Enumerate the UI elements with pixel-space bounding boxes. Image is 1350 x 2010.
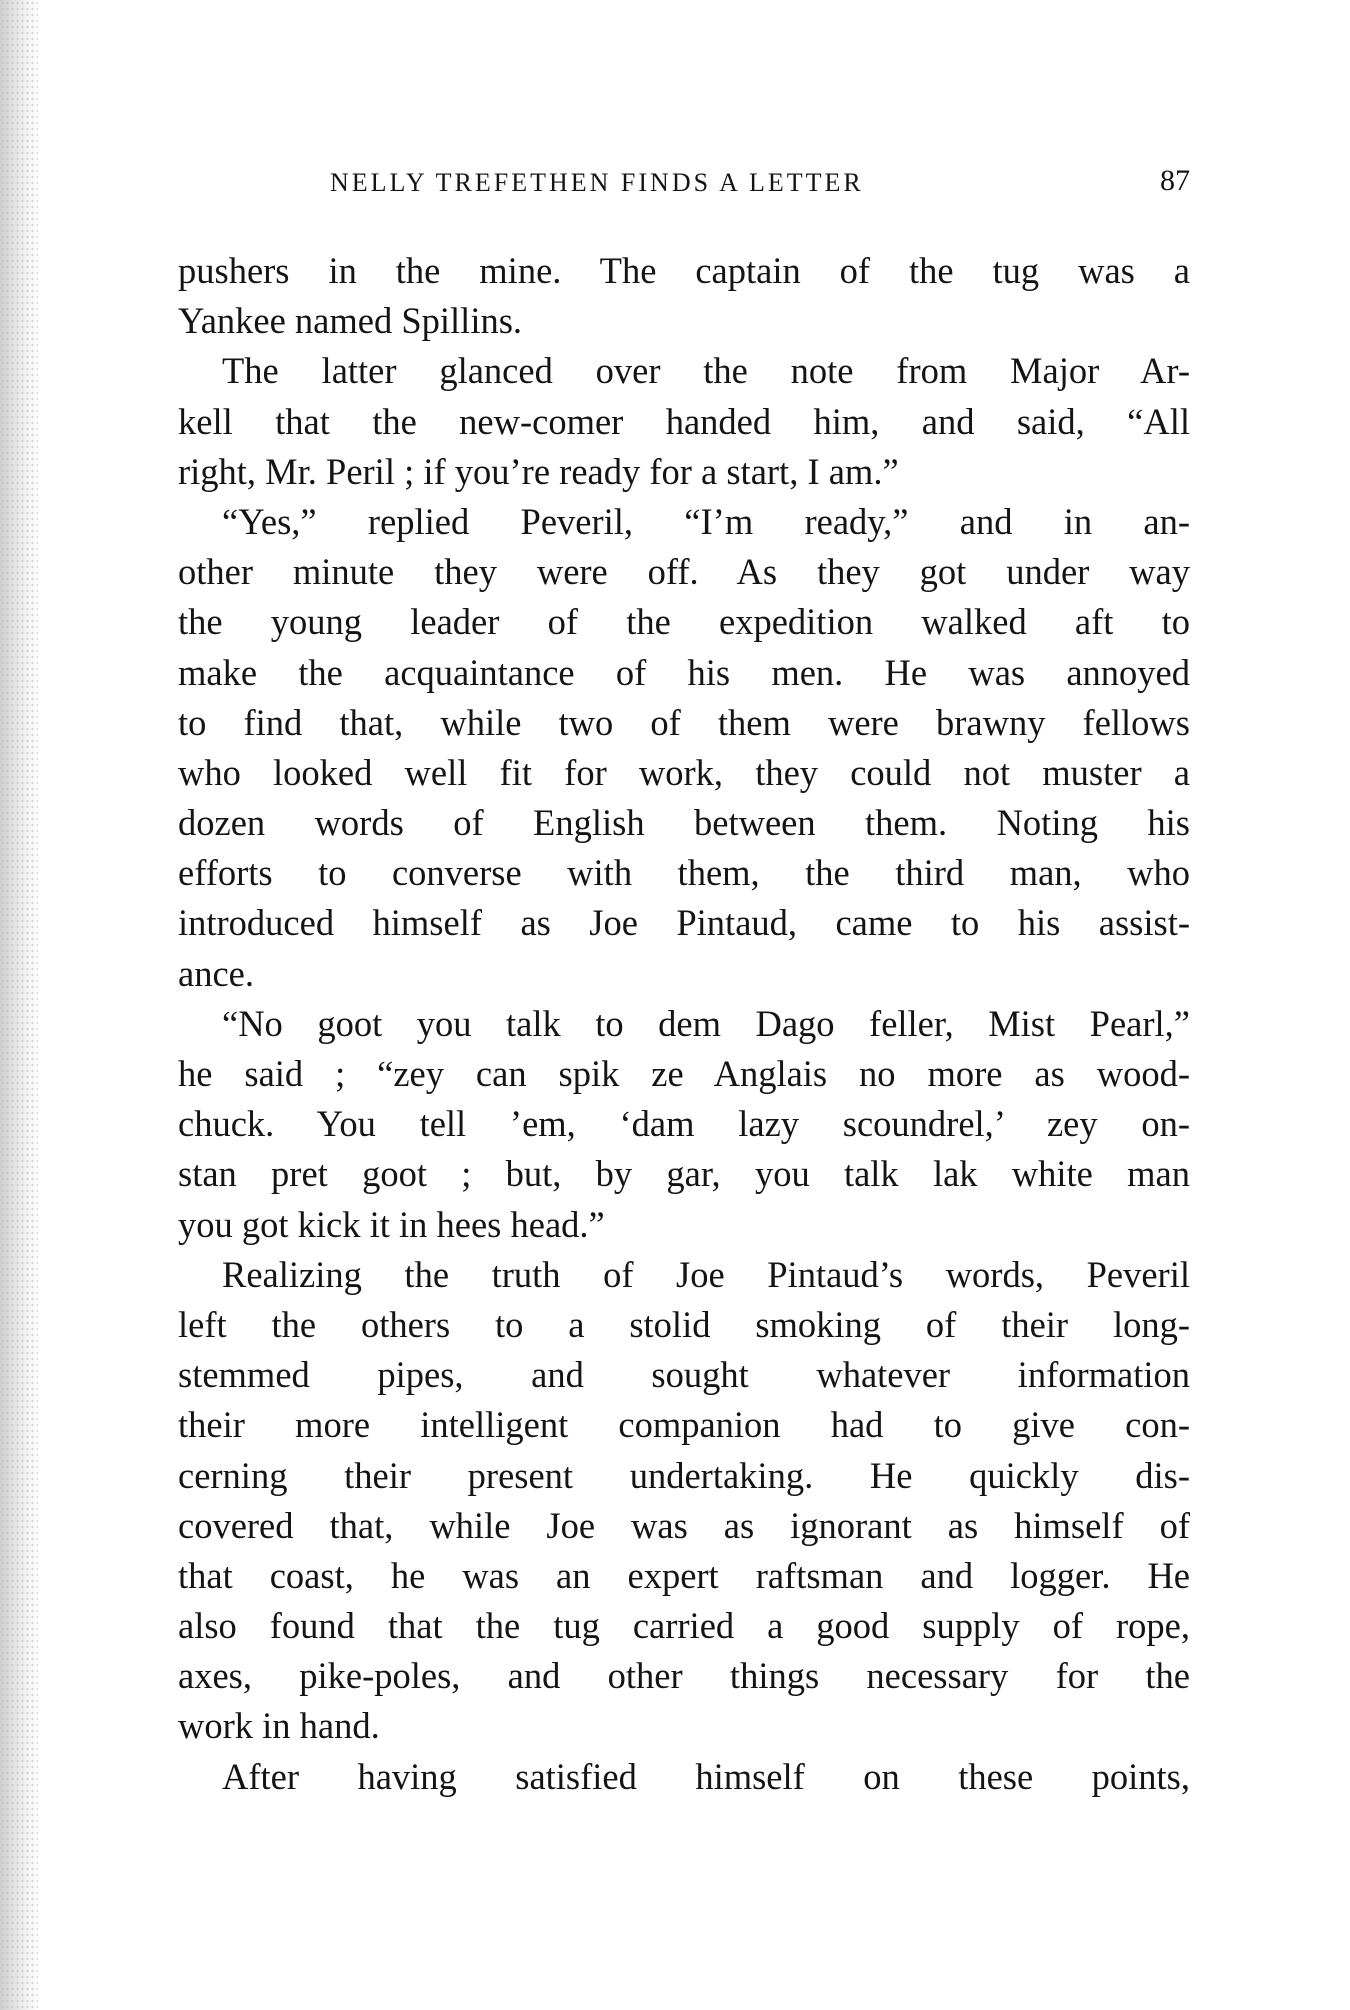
- text-line: After having satisfied himself on these points,: [222, 1755, 1190, 1797]
- text-line: that coast, he was an expert raftsman and logger. He: [178, 1554, 1190, 1596]
- text-line: introduced himself as Joe Pintaud, came to his assist-: [178, 902, 1190, 944]
- text-line: right, Mr. Peril ; if you’re ready for a start, I am.”: [178, 450, 899, 492]
- text-line: kell that the new-comer handed him, and said, “All: [178, 400, 1190, 442]
- text-line: stan pret goot ; but, by gar, you talk lak white man: [178, 1153, 1190, 1195]
- text-line: Realizing the truth of Joe Pintaud’s words, Peveril: [222, 1253, 1190, 1295]
- page-number: 87: [1160, 164, 1190, 197]
- text-line: dozen words of English between them. Noting his: [178, 802, 1190, 844]
- text-line: covered that, while Joe was as ignorant as himself of: [178, 1504, 1190, 1546]
- text-line: also found that the tug carried a good supply of rope,: [178, 1605, 1190, 1647]
- text-line: stemmed pipes, and sought whatever information: [178, 1354, 1190, 1396]
- text-line: the young leader of the expedition walked aft to: [178, 601, 1190, 643]
- text-line: to find that, while two of them were brawny fellows: [178, 701, 1190, 743]
- scanned-page-edge: [0, 0, 38, 2010]
- running-title: NELLY TREFETHEN FINDS A LETTER: [330, 168, 864, 197]
- text-line: “No goot you talk to dem Dago feller, Mist Pearl,”: [222, 1002, 1190, 1044]
- text-line: chuck. You tell ’em, ‘dam lazy scoundrel,’ zey on-: [178, 1103, 1190, 1145]
- text-line: “Yes,” replied Peveril, “I’m ready,” and in an-: [222, 500, 1190, 542]
- running-head: [330, 164, 1190, 208]
- body-text: [178, 246, 1190, 1802]
- text-line: make the acquaintance of his men. He was annoyed: [178, 651, 1190, 693]
- text-line: efforts to converse with them, the third man, who: [178, 852, 1190, 894]
- text-line: cerning their present undertaking. He quickly dis-: [178, 1454, 1190, 1496]
- text-line: left the others to a stolid smoking of their long-: [178, 1303, 1190, 1345]
- text-line: ance.: [178, 952, 254, 994]
- text-line: The latter glanced over the note from Major Ar-: [222, 350, 1190, 392]
- text-line: axes, pike-poles, and other things necessary for the: [178, 1655, 1190, 1697]
- text-line: work in hand.: [178, 1705, 380, 1747]
- text-line: Yankee named Spillins.: [178, 300, 523, 342]
- text-line: other minute they were off. As they got under way: [178, 551, 1190, 593]
- text-line: their more intelligent companion had to give con-: [178, 1404, 1190, 1446]
- text-line: pushers in the mine. The captain of the tug was a: [178, 250, 1190, 291]
- text-line: who looked well fit for work, they could not muster a: [178, 751, 1190, 793]
- text-line: you got kick it in hees head.”: [178, 1203, 605, 1245]
- text-line: he said ; “zey can spik ze Anglais no more as wood-: [178, 1053, 1190, 1094]
